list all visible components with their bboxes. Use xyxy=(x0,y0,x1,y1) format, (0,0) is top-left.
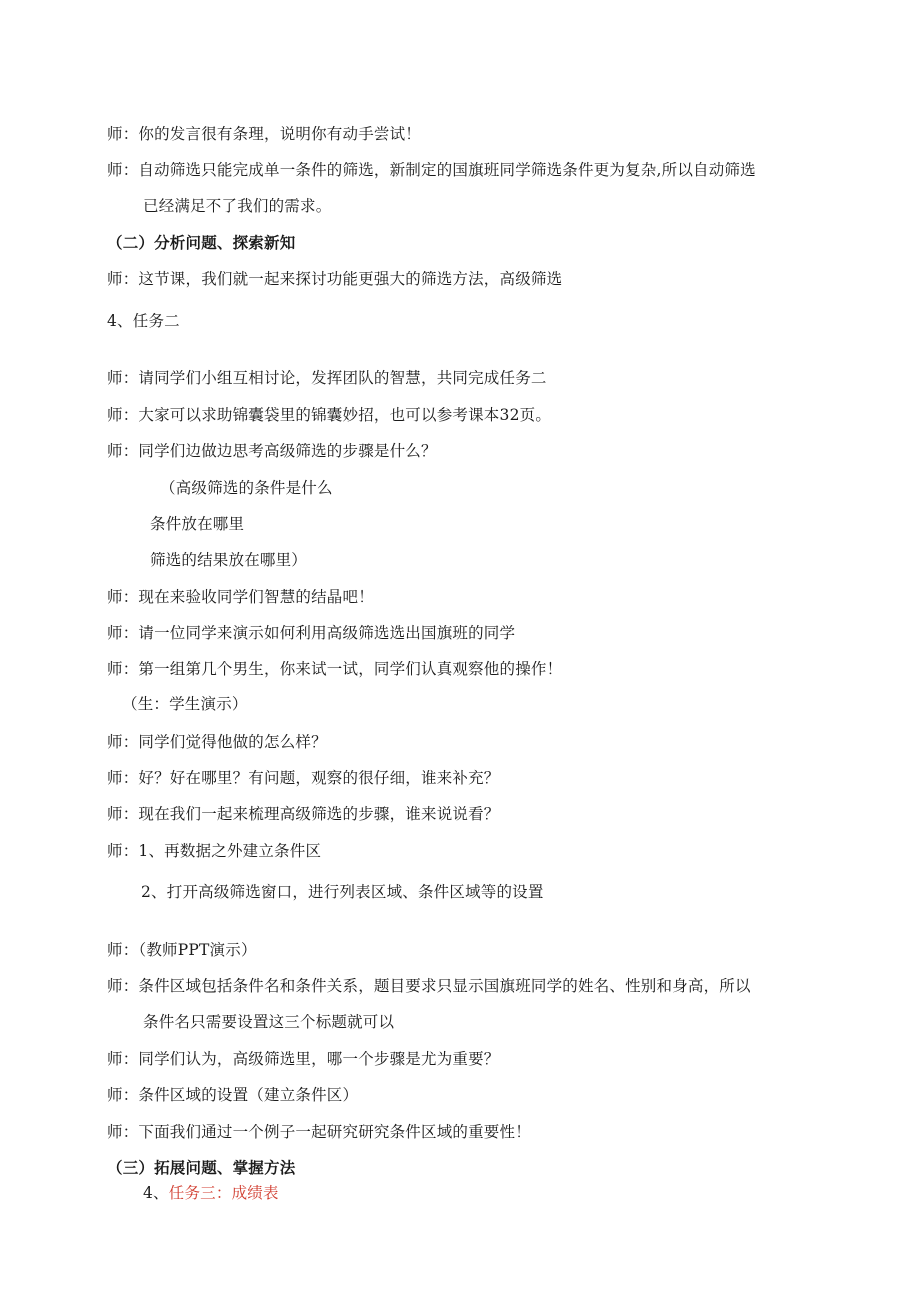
dialogue-line: 师：现在我们一起来梳理高级筛选的步骤，谁来说说看？ xyxy=(107,805,500,823)
dialogue-line: 师：同学们边做边思考高级筛选的步骤是什么？ xyxy=(107,442,437,460)
dialogue-line: 师：好？好在哪里？有问题，观察的很仔细，谁来补充？ xyxy=(107,769,500,787)
task3-title: 任务三：成绩表 xyxy=(168,1184,279,1202)
dialogue-line: 师：你的发言很有条理，说明你有动手尝试！ xyxy=(107,125,422,143)
dialogue-line: 师：大家可以求助锦囊袋里的锦囊妙招，也可以参考课本32页。 xyxy=(107,406,552,424)
dialogue-line-continuation: 条件名只需要设置这三个标题就可以 xyxy=(143,1013,395,1031)
task3-label xyxy=(143,1183,279,1203)
dialogue-line: 师：下面我们通过一个例子一起研究研究条件区域的重要性！ xyxy=(107,1123,531,1141)
dialogue-line: 师：这节课，我们就一起来探讨功能更强大的筛选方法，高级筛选 xyxy=(107,270,563,288)
sub-question: 筛选的结果放在哪里） xyxy=(150,551,308,569)
dialogue-line: 师：请一位同学来演示如何利用高级筛选选出国旗班的同学 xyxy=(107,624,516,642)
dialogue-line: 师：同学们觉得他做的怎么样？ xyxy=(107,733,327,751)
section-heading: （三）拓展问题、掌握方法 xyxy=(107,1159,296,1177)
student-note: （生：学生演示） xyxy=(122,695,248,713)
dialogue-line: 师：同学们认为，高级筛选里，哪一个步骤是尤为重要？ xyxy=(107,1050,500,1068)
dialogue-line: 师：条件区域包括条件名和条件关系，题目要求只显示国旗班同学的姓名、性别和身高，所以 xyxy=(107,977,751,995)
sub-question: 条件放在哪里 xyxy=(150,515,245,533)
task3-prefix: 4、 xyxy=(143,1184,169,1202)
step-item: 2、打开高级筛选窗口，进行列表区域、条件区域等的设置 xyxy=(141,883,544,901)
dialogue-line: 师：自动筛选只能完成单一条件的筛选，新制定的国旗班同学筛选条件更为复杂,所以自动筛选 xyxy=(107,161,756,179)
section-heading: （二）分析问题、探索新知 xyxy=(107,234,296,252)
dialogue-line: 师：1、再数据之外建立条件区 xyxy=(107,842,322,860)
sub-question: （高级筛选的条件是什么 xyxy=(160,479,333,497)
dialogue-line-continuation: 已经满足不了我们的需求。 xyxy=(143,197,332,215)
dialogue-line: 师：现在来验收同学们智慧的结晶吧！ xyxy=(107,588,374,606)
task-label: 4、任务二 xyxy=(107,312,180,330)
dialogue-line: 师：条件区域的设置（建立条件区） xyxy=(107,1086,359,1104)
dialogue-line: 师：第一组第几个男生，你来试一试，同学们认真观察他的操作！ xyxy=(107,660,563,678)
dialogue-line: 师：（教师PPT演示） xyxy=(107,941,257,959)
dialogue-line: 师：请同学们小组互相讨论，发挥团队的智慧，共同完成任务二 xyxy=(107,369,547,387)
